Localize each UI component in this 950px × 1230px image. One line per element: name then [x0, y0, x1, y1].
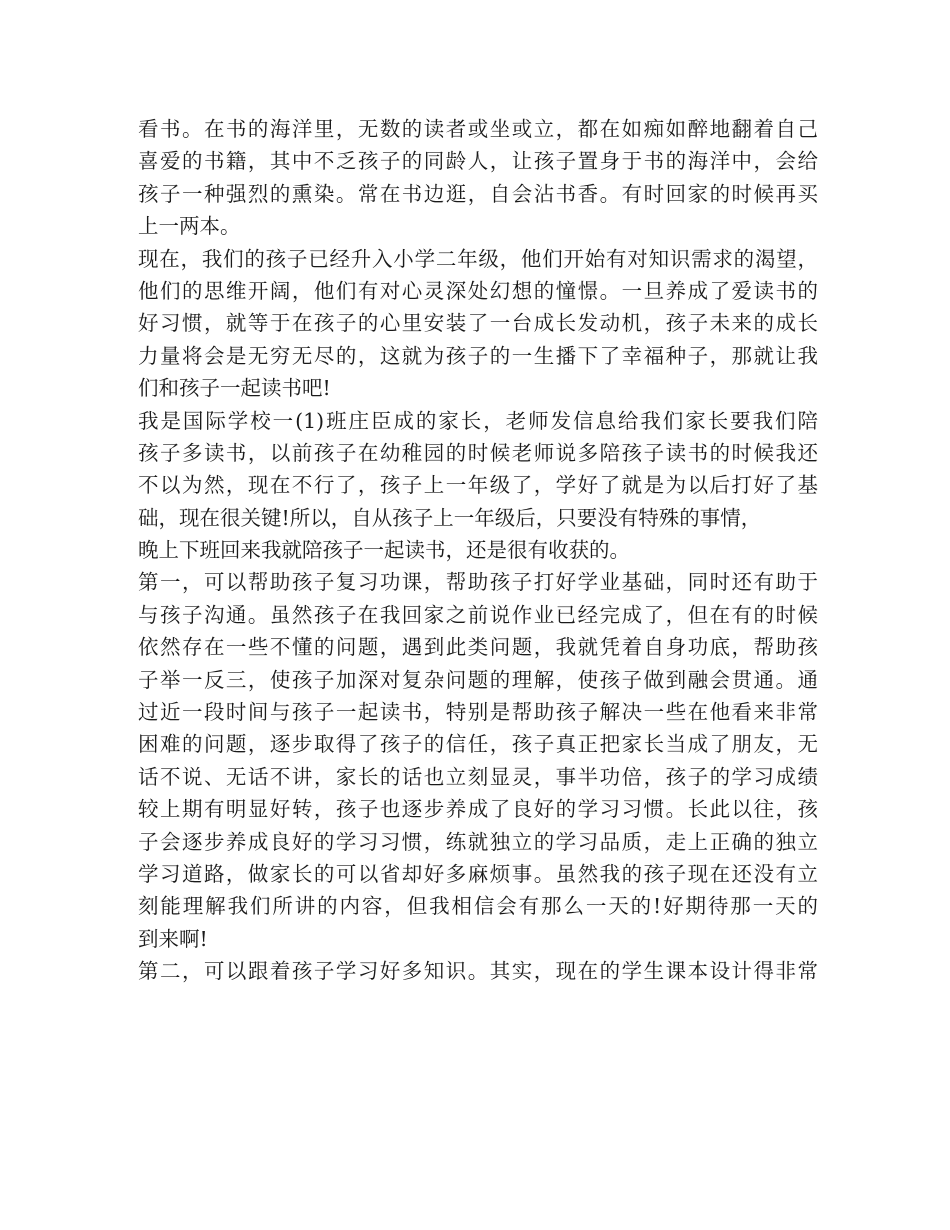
- text-line: 孩子一种强烈的熏染。常在书边逛，自会沾书香。有时回家的时候再买: [138, 181, 818, 206]
- text-line: 话不说、无话不讲，家长的话也立刻显灵，事半功倍，孩子的学习成绩: [138, 764, 818, 789]
- document-body: [138, 113, 818, 988]
- text-line: 他们的思维开阔，他们有对心灵深处幻想的憧憬。一旦养成了爱读书的: [138, 278, 818, 303]
- text-line: 力量将会是无穷无尽的，这就为孩子的一生播下了幸福种子，那就让我: [138, 343, 818, 368]
- text-line: 现在，我们的孩子已经升入小学二年级，他们开始有对知识需求的渴望，: [138, 246, 818, 271]
- text-line: 到来啊!: [138, 926, 208, 951]
- text-line: 好习惯，就等于在孩子的心里安装了一台成长发动机，孩子未来的成长: [138, 311, 818, 336]
- text-line: 刻能理解我们所讲的内容，但我相信会有那么一天的!好期待那一天的: [138, 894, 818, 919]
- text-line: 看书。在书的海洋里，无数的读者或坐或立，都在如痴如醉地翻着自己: [138, 117, 818, 141]
- text-line: 学习道路，做家长的可以省却好多麻烦事。虽然我的孩子现在还没有立: [138, 861, 818, 886]
- text-line: 过近一段时间与孩子一起读书，特别是帮助孩子解决一些在他看来非常: [138, 700, 818, 725]
- text-line: 较上期有明显好转，孩子也逐步养成了良好的学习习惯。长此以往，孩: [138, 797, 818, 822]
- text-line: 喜爱的书籍，其中不乏孩子的同龄人，让孩子置身于书的海洋中，会给: [138, 149, 818, 174]
- text-line: 不以为然，现在不行了，孩子上一年级了，学好了就是为以后打好了基: [138, 473, 818, 498]
- text-line: 们和孩子一起读书吧!: [138, 376, 331, 401]
- text-line: 子会逐步养成良好的学习习惯，练就独立的学习品质，走上正确的独立: [138, 829, 818, 854]
- text-line: 与孩子沟通。虽然孩子在我回家之前说作业已经完成了，但在有的时候: [138, 602, 818, 627]
- text-line: 第二，可以跟着孩子学习好多知识。其实，现在的学生课本设计得非常: [138, 959, 818, 984]
- text-line: 孩子多读书，以前孩子在幼稚园的时候老师说多陪孩子读书的时候我还: [138, 440, 818, 465]
- text-line: 晚上下班回来我就陪孩子一起读书，还是很有收获的。: [138, 538, 630, 563]
- text-line: 依然存在一些不懂的问题，遇到此类问题，我就凭着自身功底，帮助孩: [138, 635, 818, 660]
- text-line: 第一，可以帮助孩子复习功课，帮助孩子打好学业基础，同时还有助于: [138, 570, 818, 595]
- text-line: 础，现在很关键!所以，自从孩子上一年级后，只要没有特殊的事情，: [138, 505, 762, 530]
- text-line: 困难的问题，逐步取得了孩子的信任，孩子真正把家长当成了朋友，无: [138, 732, 818, 757]
- text-line: 我是国际学校一(1)班庄臣成的家长，老师发信息给我们家长要我们陪: [138, 408, 818, 433]
- text-line: 子举一反三，使孩子加深对复杂问题的理解，使孩子做到融会贯通。通: [138, 667, 818, 692]
- text-line: 上一两本。: [138, 214, 241, 239]
